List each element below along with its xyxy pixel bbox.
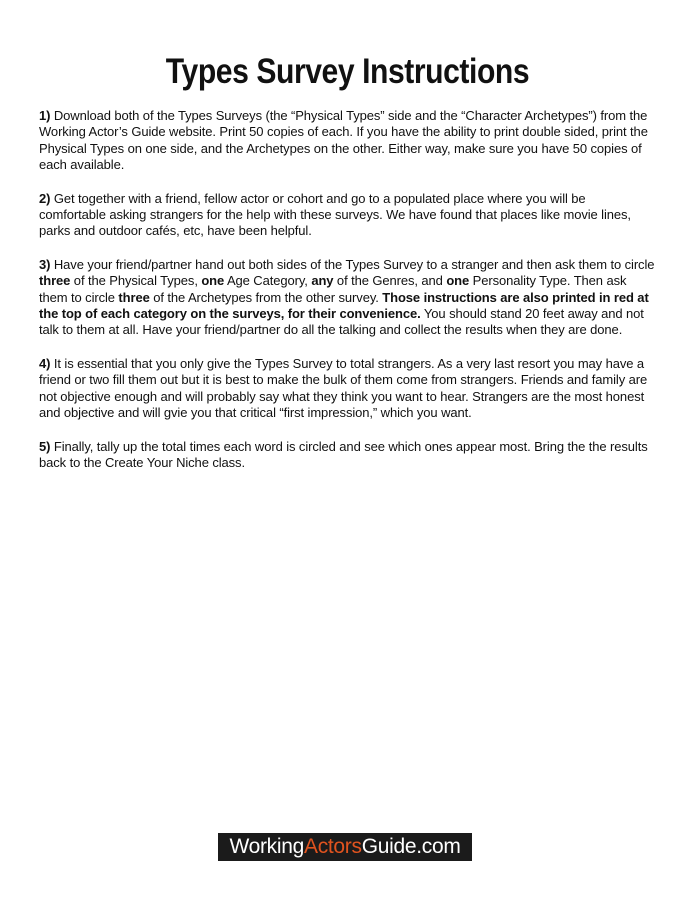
paragraph-number: 5) bbox=[39, 438, 51, 454]
emphasis-text: Those instructions are also printed in red at the top of each category on the surveys, for their convenience. bbox=[39, 289, 649, 322]
paragraph-text: It is essential that you only give the Types Survey to total strangers. As a very last resort you may have a friend or two fill them out but it is best to make the bulk of them come from strangers. Friends and family are not objective enough and will probably say what they think you want to hear. Strangers are the most honest and objective and will gvie you that critical “first impression,” which you want. bbox=[39, 355, 648, 421]
instruction-paragraph bbox=[39, 356, 655, 422]
page-title: Types Survey Instructions bbox=[165, 52, 530, 91]
logo-text-actors: Actors bbox=[303, 835, 362, 858]
emphasis-text: one bbox=[201, 273, 225, 289]
paragraph-text: Download both of the Types Surveys (the “Physical Types” side and the “Character Archetypes”) from the Working Actor’s Guide website. Print 50 copies of each. If you have the ability to print double sided, print the Physical Types on one side, and the Archetypes on the other. Either way, make sure you have 50 copies of each available. bbox=[39, 108, 648, 173]
paragraph-number: 1) bbox=[39, 108, 51, 123]
paragraph-text: Personality Type. Then ask them to circle bbox=[39, 273, 627, 305]
paragraph-text: of the Genres, and bbox=[333, 273, 447, 289]
instruction-paragraph bbox=[39, 191, 655, 240]
instruction-paragraph bbox=[39, 108, 655, 174]
paragraph-text: of the Archetypes from the other survey. bbox=[149, 289, 383, 305]
logo-text-guide: Guide.com bbox=[361, 835, 461, 858]
paragraph-text: Finally, tally up the total times each word is circled and see which ones appear most. Bring the the results back to the Create Your Niche class. bbox=[39, 438, 648, 470]
emphasis-text: any bbox=[311, 273, 334, 289]
emphasis-text: three bbox=[39, 273, 71, 289]
paragraph-number: 3) bbox=[39, 256, 51, 272]
instruction-paragraph bbox=[39, 439, 655, 472]
paragraph-text: of the Physical Types, bbox=[70, 273, 202, 289]
website-logo-banner bbox=[218, 833, 472, 861]
paragraph-text: Have your friend/partner hand out both sides of the Types Survey to a stranger and then ask them to circle bbox=[50, 256, 655, 272]
paragraph-text: You should stand 20 feet away and not talk to them at all. Have your friend/partner do all the talking and collect the results when they are done. bbox=[39, 306, 644, 338]
paragraph-number: 2) bbox=[39, 190, 51, 206]
emphasis-text: three bbox=[118, 289, 150, 305]
paragraph-text: Get together with a friend, fellow actor or cohort and go to a populated place where you will be comfortable asking strangers for the help with these surveys. We have found that places like movie lines, parks and outdoor cafés, etc, have been helpful. bbox=[39, 190, 631, 239]
paragraph-text: Age Category, bbox=[224, 273, 312, 289]
emphasis-text: one bbox=[446, 273, 470, 289]
instruction-paragraph bbox=[39, 257, 655, 339]
logo-text-working: Working bbox=[229, 835, 304, 858]
instructions-body bbox=[39, 108, 655, 488]
paragraph-number: 4) bbox=[39, 355, 51, 371]
